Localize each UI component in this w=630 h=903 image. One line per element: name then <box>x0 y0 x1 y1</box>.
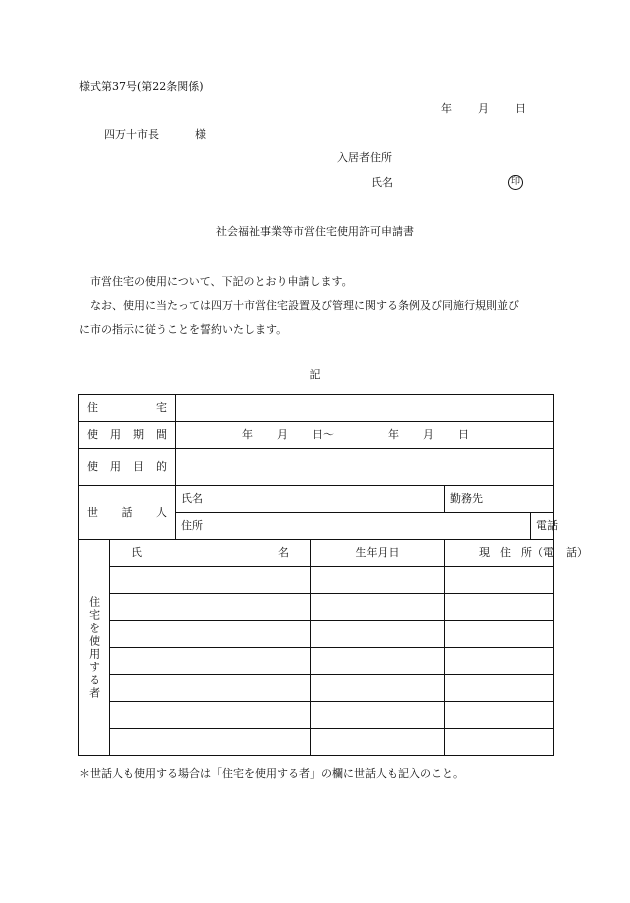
seal-mark: 印 <box>508 175 523 190</box>
addressee-name: 四万十市長 <box>104 128 159 141</box>
row-period <box>79 422 554 449</box>
row-purpose <box>79 449 554 486</box>
footnote: ＊世話人も使用する場合は「住宅を使用する者」の欄に世話人も記入のこと。 <box>79 767 464 780</box>
user-row <box>79 675 554 702</box>
label-house: 住 宅 <box>79 395 176 422</box>
label-purpose: 使 用 目 的 <box>79 449 176 486</box>
row-house <box>79 395 554 422</box>
caretaker-phone-field[interactable]: 電話 <box>531 513 554 540</box>
caretaker-work-field[interactable]: 勤務先 <box>445 486 554 513</box>
ki-heading: 記 <box>309 368 321 381</box>
user-row <box>79 648 554 675</box>
applicant-address-label: 入居者住所 <box>337 151 392 164</box>
row-caretaker-1 <box>79 486 554 513</box>
input-period[interactable]: 年 月 日～ 年 月 日 <box>176 422 554 449</box>
users-header-row <box>79 540 554 567</box>
user-row <box>79 621 554 648</box>
user-row <box>79 702 554 729</box>
document-title: 社会福祉事業等市営住宅使用許可申請書 <box>216 225 414 238</box>
user-row <box>79 729 554 756</box>
body-paragraph-3: に市の指示に従うことを誓約いたします。 <box>79 323 288 336</box>
label-users: 住宅を使用する者 <box>79 540 110 756</box>
date-line <box>441 102 526 115</box>
body-text <box>79 270 559 342</box>
body-paragraph-1: 市営住宅の使用について、下記のとおり申請します。 <box>90 275 353 288</box>
label-period: 使 用 期 間 <box>79 422 176 449</box>
date-day: 日 <box>515 102 526 115</box>
addressee-honorific: 様 <box>195 128 206 141</box>
input-house[interactable] <box>176 395 554 422</box>
applicant-name-label: 氏名 <box>371 176 393 189</box>
input-purpose[interactable] <box>176 449 554 486</box>
caretaker-name-field[interactable]: 氏名 <box>176 486 445 513</box>
col-birth-header: 生年月日 <box>311 540 445 567</box>
addressee <box>104 128 206 141</box>
date-month: 月 <box>478 102 489 115</box>
caretaker-address-field[interactable]: 住所 <box>176 513 531 540</box>
user-row <box>79 567 554 594</box>
col-address-header: 現 住 所（電 話） <box>445 540 554 567</box>
user-row <box>79 594 554 621</box>
form-number: 様式第37号(第22条関係) <box>79 80 204 93</box>
col-name-header: 氏 名 <box>110 540 311 567</box>
application-table <box>78 394 588 756</box>
label-caretaker: 世 話 人 <box>79 486 176 540</box>
body-paragraph-2: なお、使用に当たっては四万十市営住宅設置及び管理に関する条例及び同施行規則並び <box>90 299 519 312</box>
date-year: 年 <box>441 102 452 115</box>
